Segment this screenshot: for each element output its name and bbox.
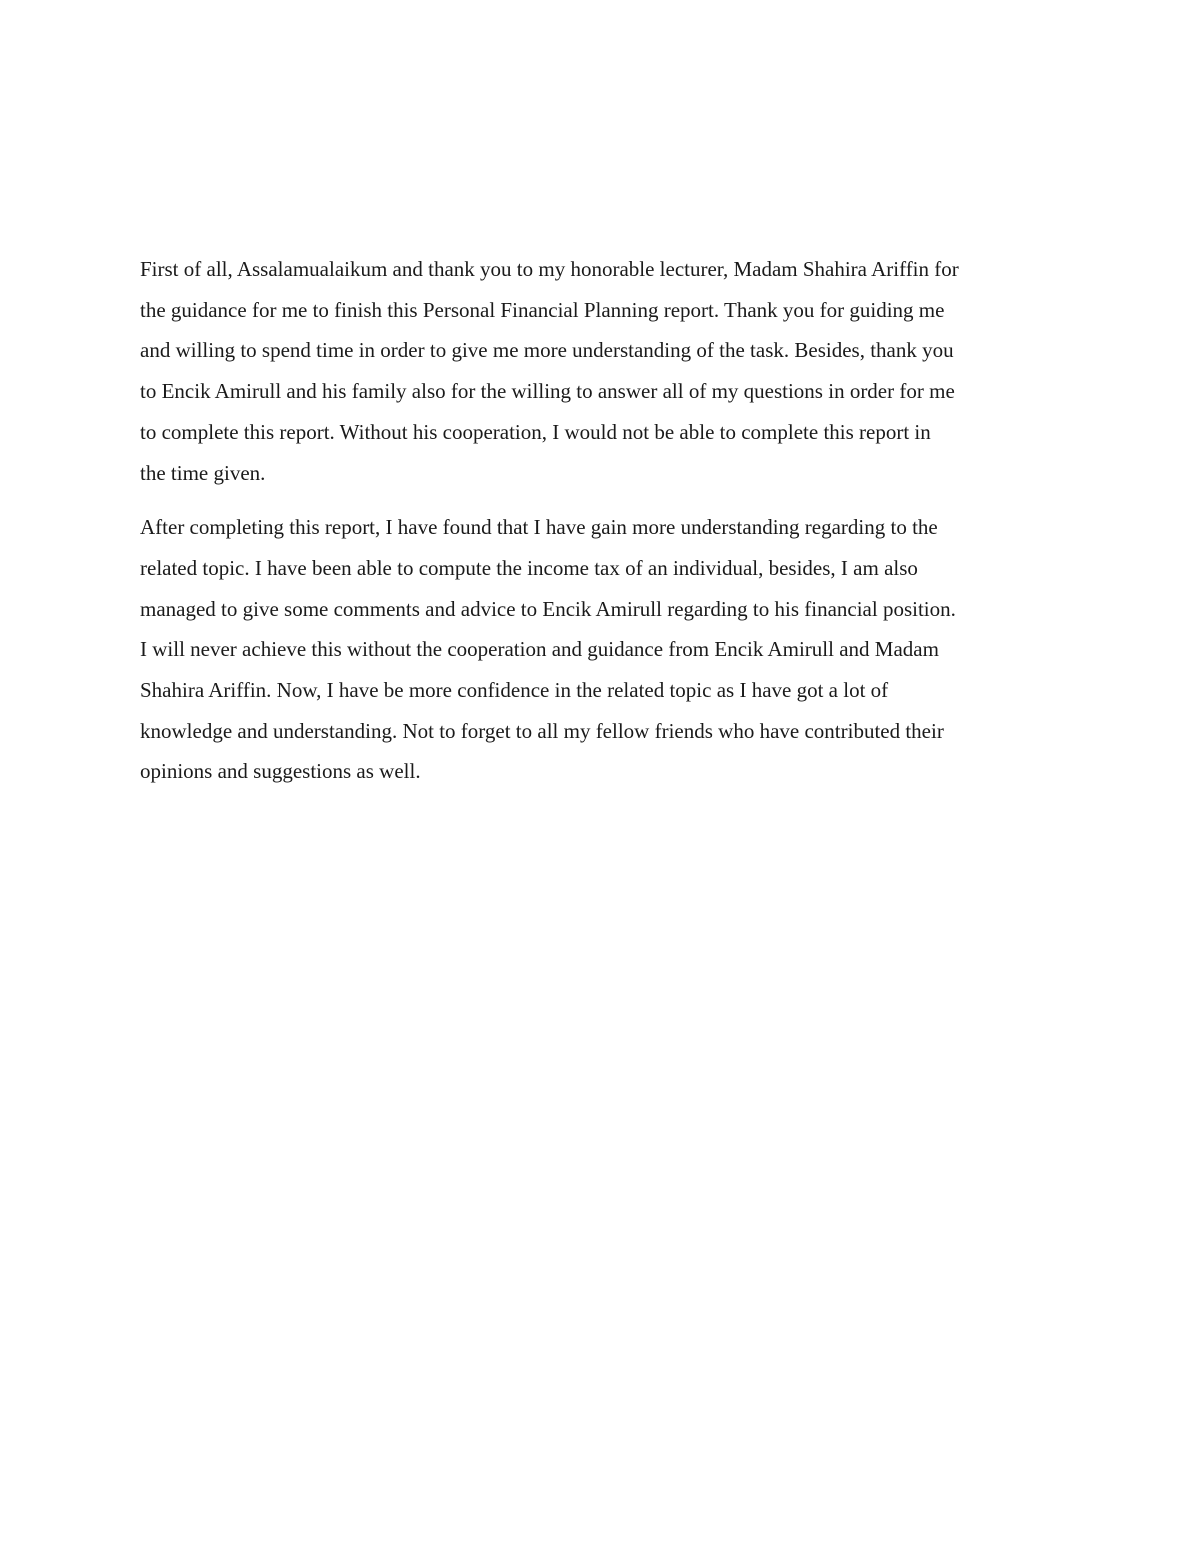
paragraph-acknowledgement-1 bbox=[140, 249, 1070, 493]
text-line: knowledge and understanding. Not to forget to all my fellow friends who have contributed their bbox=[140, 718, 944, 743]
document-body bbox=[140, 249, 1070, 792]
text-line: the guidance for me to finish this Personal Financial Planning report. Thank you for guiding me bbox=[140, 297, 945, 322]
text-line: After completing this report, I have found that I have gain more understanding regarding to the bbox=[140, 515, 938, 540]
text-line: and willing to spend time in order to give me more understanding of the task. Besides, thank you bbox=[140, 338, 954, 363]
text-line: related topic. I have been able to compute the income tax of an individual, besides, I am also bbox=[140, 555, 918, 580]
text-line: to complete this report. Without his cooperation, I would not be able to complete this report in bbox=[140, 419, 931, 444]
paragraph-acknowledgement-2 bbox=[140, 507, 1070, 792]
text-line: to Encik Amirull and his family also for the willing to answer all of my questions in order for me bbox=[140, 379, 955, 404]
text-line: managed to give some comments and advice to Encik Amirull regarding to his financial position. bbox=[140, 596, 956, 621]
text-line: the time given. bbox=[140, 460, 266, 485]
text-line: I will never achieve this without the cooperation and guidance from Encik Amirull and Madam bbox=[140, 637, 939, 662]
text-line: First of all, Assalamualaikum and thank you to my honorable lecturer, Madam Shahira Ariffin for bbox=[140, 257, 959, 281]
text-line: opinions and suggestions as well. bbox=[140, 759, 421, 784]
text-line: Shahira Ariffin. Now, I have be more confidence in the related topic as I have got a lot of bbox=[140, 678, 889, 703]
